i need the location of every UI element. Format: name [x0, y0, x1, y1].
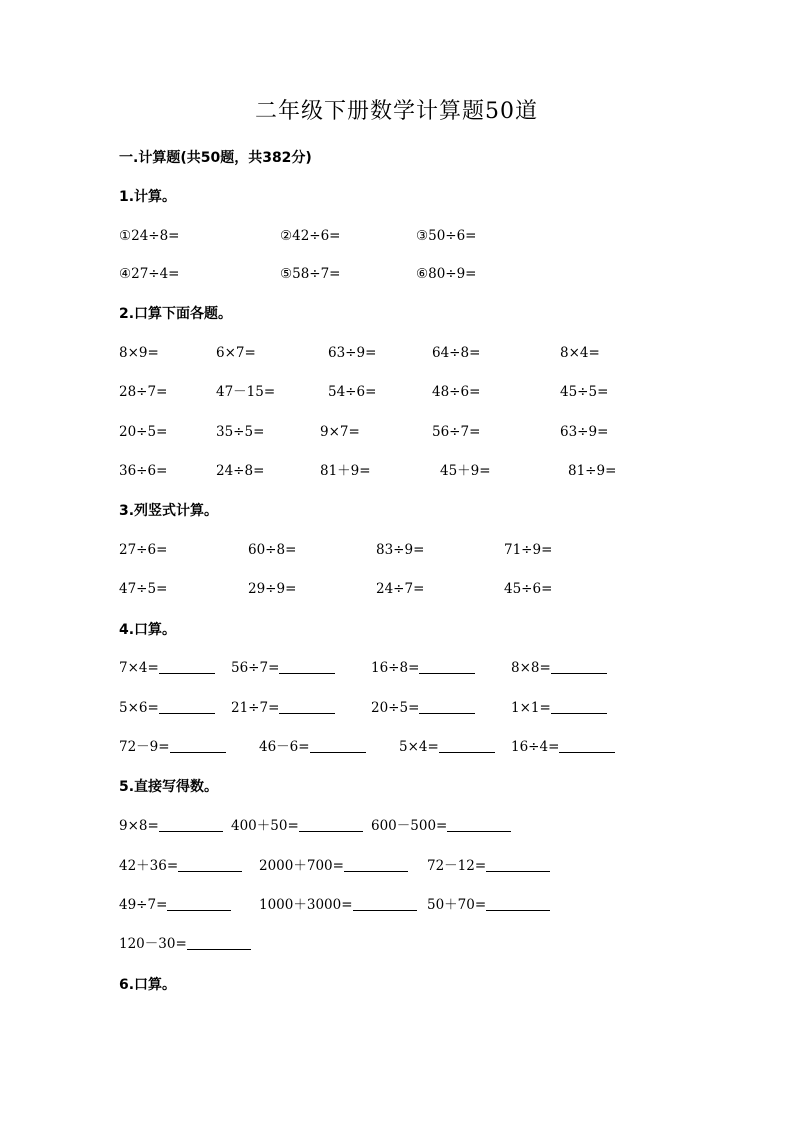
answer-blank[interactable]	[159, 698, 215, 714]
q5-item	[119, 816, 223, 836]
q4-expr: 46－6=	[259, 739, 310, 755]
answer-blank[interactable]	[187, 934, 251, 950]
q3-item: 45÷6=	[504, 581, 553, 597]
q2-item: 56÷7=	[432, 424, 481, 440]
answer-blank[interactable]	[170, 737, 226, 753]
q3-item: 71÷9=	[504, 542, 553, 558]
q4-expr: 21÷7=	[231, 700, 280, 716]
q5-expr: 2000＋700=	[259, 858, 344, 874]
q2-item: 24÷8=	[216, 463, 265, 479]
answer-blank[interactable]	[159, 658, 215, 674]
answer-blank[interactable]	[279, 658, 335, 674]
q4-expr: 7×4=	[119, 660, 159, 676]
q3-item: 60÷8=	[248, 542, 297, 558]
q4-heading: 4.口算。	[119, 622, 177, 638]
q5-expr: 600－500=	[371, 818, 448, 834]
q1-item: ③50÷6=	[416, 228, 477, 244]
answer-blank[interactable]	[159, 816, 223, 832]
q5-expr: 400＋50=	[231, 818, 299, 834]
answer-blank[interactable]	[178, 856, 242, 872]
q1-item: ①24÷8=	[119, 228, 180, 244]
q4-item	[231, 658, 335, 678]
q2-item: 45÷5=	[560, 384, 609, 400]
answer-blank[interactable]	[551, 698, 607, 714]
q5-item	[119, 895, 231, 915]
q1-item: ②42÷6=	[280, 228, 341, 244]
q3-item: 47÷5=	[119, 581, 168, 597]
q2-item: 81÷9=	[568, 463, 617, 479]
q5-item	[231, 816, 363, 836]
answer-blank[interactable]	[551, 658, 607, 674]
q2-item: 81＋9=	[320, 463, 371, 479]
q3-item: 83÷9=	[376, 542, 425, 558]
q1-heading: 1.计算。	[119, 189, 177, 205]
answer-blank[interactable]	[486, 895, 550, 911]
answer-blank[interactable]	[353, 895, 417, 911]
q5-expr: 1000＋3000=	[259, 897, 353, 913]
q5-item	[259, 895, 417, 915]
q4-item	[371, 658, 475, 678]
q4-expr: 5×6=	[119, 700, 159, 716]
answer-blank[interactable]	[299, 816, 363, 832]
q2-item: 64÷8=	[432, 345, 481, 361]
q2-item: 8×4=	[560, 345, 600, 361]
q5-expr: 50＋70=	[427, 897, 487, 913]
q5-item	[427, 895, 550, 915]
q4-expr: 16÷8=	[371, 660, 420, 676]
q5-expr: 72－12=	[427, 858, 487, 874]
page-title: 二年级下册数学计算题50道	[255, 99, 538, 124]
q2-item: 8×9=	[119, 345, 159, 361]
q5-heading: 5.直接写得数。	[119, 779, 219, 795]
q5-expr: 42＋36=	[119, 858, 179, 874]
q4-expr: 72－9=	[119, 739, 170, 755]
answer-blank[interactable]	[439, 737, 495, 753]
answer-blank[interactable]	[559, 737, 615, 753]
q4-item	[511, 698, 607, 718]
answer-blank[interactable]	[167, 895, 231, 911]
answer-blank[interactable]	[344, 856, 408, 872]
answer-blank[interactable]	[486, 856, 550, 872]
q6-heading: 6.口算。	[119, 977, 177, 993]
q2-item: 54÷6=	[328, 384, 377, 400]
q2-item: 6×7=	[216, 345, 256, 361]
answer-blank[interactable]	[310, 737, 366, 753]
answer-blank[interactable]	[419, 698, 475, 714]
q4-expr: 16÷4=	[511, 739, 560, 755]
q3-heading: 3.列竖式计算。	[119, 503, 219, 519]
answer-blank[interactable]	[419, 658, 475, 674]
q4-item	[399, 737, 495, 757]
q5-item	[259, 856, 408, 876]
q4-item	[511, 658, 607, 678]
q3-item: 24÷7=	[376, 581, 425, 597]
q4-item	[259, 737, 366, 757]
q2-item: 9×7=	[320, 424, 360, 440]
q5-expr: 9×8=	[119, 818, 159, 834]
q2-item: 47－15=	[216, 384, 276, 400]
q2-item: 36÷6=	[119, 463, 168, 479]
q3-item: 27÷6=	[119, 542, 168, 558]
q4-expr: 1×1=	[511, 700, 551, 716]
q2-item: 48÷6=	[432, 384, 481, 400]
q5-item	[427, 856, 550, 876]
section-heading: 一.计算题(共50题，共382分)	[119, 150, 312, 166]
q2-item: 45＋9=	[440, 463, 491, 479]
q1-item: ④27÷4=	[119, 266, 180, 282]
q2-heading: 2.口算下面各题。	[119, 306, 233, 322]
q1-item: ⑤58÷7=	[280, 266, 341, 282]
q5-expr: 49÷7=	[119, 897, 168, 913]
q1-item: ⑥80÷9=	[416, 266, 477, 282]
q4-item	[511, 737, 615, 757]
q4-expr: 8×8=	[511, 660, 551, 676]
q5-item	[371, 816, 511, 836]
q5-item	[119, 856, 242, 876]
q4-item	[231, 698, 335, 718]
q5-expr: 120－30=	[119, 936, 187, 952]
q2-item: 35÷5=	[216, 424, 265, 440]
answer-blank[interactable]	[447, 816, 511, 832]
q4-expr: 20÷5=	[371, 700, 420, 716]
q4-item	[119, 658, 215, 678]
q5-item	[119, 934, 251, 954]
q2-item: 63÷9=	[328, 345, 377, 361]
q4-expr: 56÷7=	[231, 660, 280, 676]
q4-expr: 5×4=	[399, 739, 439, 755]
q2-item: 63÷9=	[560, 424, 609, 440]
q2-item: 20÷5=	[119, 424, 168, 440]
q4-item	[119, 698, 215, 718]
q4-item	[119, 737, 226, 757]
q3-item: 29÷9=	[248, 581, 297, 597]
q4-item	[371, 698, 475, 718]
q2-item: 28÷7=	[119, 384, 168, 400]
answer-blank[interactable]	[279, 698, 335, 714]
